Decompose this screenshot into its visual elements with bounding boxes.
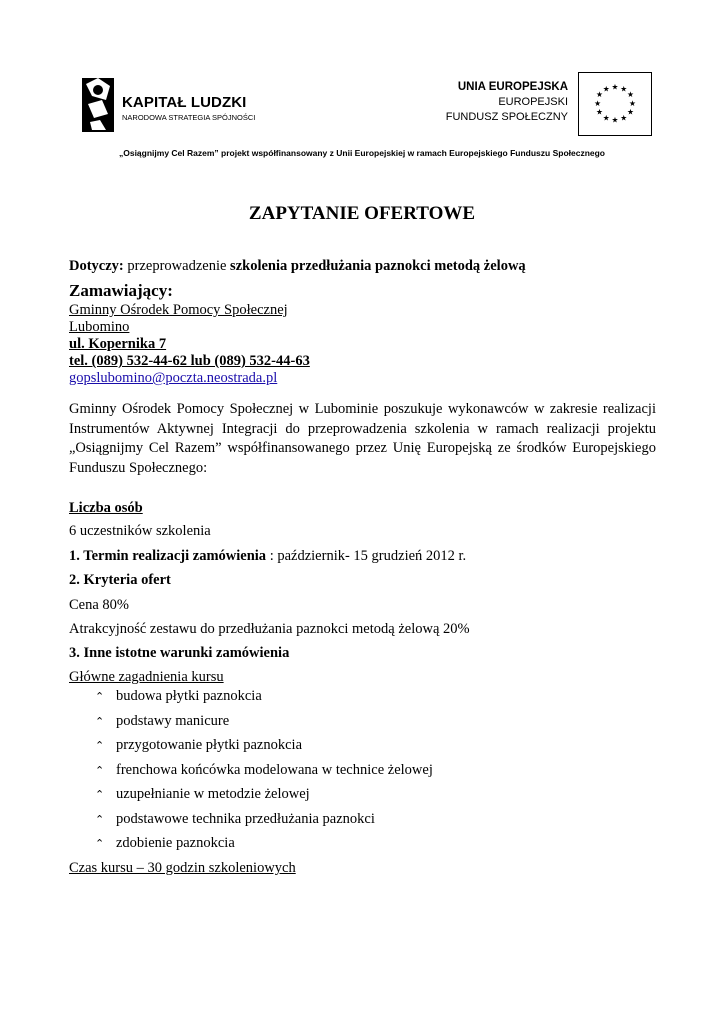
section-1-label: 1. Termin realizacji zamówienia <box>69 548 267 564</box>
topics-heading: Główne zagadnienia kursu <box>69 669 224 685</box>
svg-text:★: ★ <box>628 98 636 108</box>
eu-flag-icon <box>578 72 652 136</box>
section-2-label: 2. Kryteria ofert <box>69 572 171 588</box>
svg-text:★: ★ <box>596 107 603 117</box>
svg-text:★: ★ <box>602 84 610 94</box>
svg-text:★: ★ <box>611 82 619 92</box>
eu-fund-label <box>446 80 568 125</box>
subject-text: przeprowadzenie <box>123 258 231 274</box>
client-street: ul. Kopernika 7 <box>69 336 167 352</box>
triangle-bullet-icon: ⌃ <box>95 715 105 728</box>
page-title: ZAPYTANIE OFERTOWE <box>248 203 476 224</box>
topic-text: uzupełnianie w metodzie żelowej <box>116 786 310 802</box>
svg-text:★: ★ <box>596 90 603 100</box>
list-item <box>95 713 433 738</box>
participants-heading: Liczba osób <box>69 500 143 516</box>
triangle-bullet-icon: ⌃ <box>95 764 105 777</box>
topic-text: budowa płytki paznokcia <box>116 688 262 704</box>
triangle-bullet-icon: ⌃ <box>95 691 105 703</box>
subject-label: Dotyczy: <box>69 258 124 274</box>
client-city: Lubomino <box>69 319 130 335</box>
section-1-value: : październik- 15 grudzień 2012 r. <box>266 548 467 564</box>
client-name: Gminny Ośrodek Pomocy Społecznej <box>69 302 288 318</box>
topic-text: przygotowanie płytki paznokcia <box>116 737 303 753</box>
eu-union-label: UNIA EUROPEJSKA <box>457 81 568 93</box>
client-email-link[interactable]: gopslubomino@poczta.neostrada.pl <box>69 370 278 386</box>
subject-topic: szkolenia przedłużania paznokci metodą żelową <box>230 258 526 274</box>
topic-text: zdobienie paznokcia <box>116 835 235 851</box>
svg-text:★: ★ <box>620 113 628 123</box>
topic-text: frenchowa końcówka modelowana w technice żelowej <box>116 761 433 778</box>
eu-european-label: EUROPEJSKI <box>498 96 568 108</box>
svg-text:★: ★ <box>627 107 634 117</box>
eu-social-fund-label: FUNDUSZ SPOŁECZNY <box>445 111 568 123</box>
topic-text: podstawy manicure <box>116 712 230 729</box>
svg-text:★: ★ <box>594 98 602 108</box>
list-item <box>95 835 433 860</box>
kapital-ludzki-emblem-icon <box>80 74 116 136</box>
project-motto: „Osiągnijmy Cel Razem” projekt współfinansowany z Unii Europejskiej w ramach Europejskiego Funduszu Społecznego <box>118 148 606 158</box>
list-item <box>95 786 433 811</box>
triangle-bullet-icon: ⌃ <box>95 740 105 752</box>
svg-text:★: ★ <box>620 84 628 94</box>
kapital-ludzki-logo <box>80 74 255 136</box>
svg-text:★: ★ <box>602 113 610 123</box>
topics-list <box>95 688 433 860</box>
list-item <box>95 688 433 713</box>
criteria-price: Cena 80% <box>69 597 129 613</box>
triangle-bullet-icon: ⌃ <box>95 789 105 801</box>
intro-paragraph: Gminny Ośrodek Pomocy Społecznej w Lubominie poszukuje wykonawców w zakresie realizacji Instrumentów Aktywnej Integracji do przeprowadzenia szkolenia w ramach realizacji projektu „Osiągnijmy Cel Razem” współfinansowanego przez Unię Europejską ze środków Europejskiego Funduszu Społecznego: <box>69 401 656 476</box>
list-item <box>95 811 433 836</box>
triangle-bullet-icon: ⌃ <box>95 838 105 850</box>
section-3-label: 3. Inne istotne warunki zamówienia <box>69 645 290 661</box>
section-1-line <box>69 548 466 565</box>
svg-text:★: ★ <box>611 115 619 125</box>
triangle-bullet-icon: ⌃ <box>95 813 105 826</box>
svg-text:★: ★ <box>627 90 634 100</box>
client-heading: Zamawiający: <box>69 281 173 300</box>
list-item <box>95 762 433 787</box>
participants-value: 6 uczestników szkolenia <box>69 523 211 539</box>
subject-line <box>69 258 526 275</box>
topic-text: podstawowe technika przedłużania paznokci <box>116 810 375 827</box>
client-phone: tel. (089) 532-44-62 lub (089) 532-44-63 <box>69 353 310 369</box>
list-item <box>95 737 433 762</box>
course-duration: Czas kursu – 30 godzin szkoleniowych <box>69 860 296 876</box>
criteria-kit: Atrakcyjność zestawu do przedłużania paznokci metodą żelową 20% <box>69 621 470 637</box>
kapital-ludzki-title: KAPITAŁ LUDZKI <box>122 94 247 111</box>
kapital-ludzki-subtitle: NARODOWA STRATEGIA SPÓJNOŚCI <box>122 113 256 122</box>
